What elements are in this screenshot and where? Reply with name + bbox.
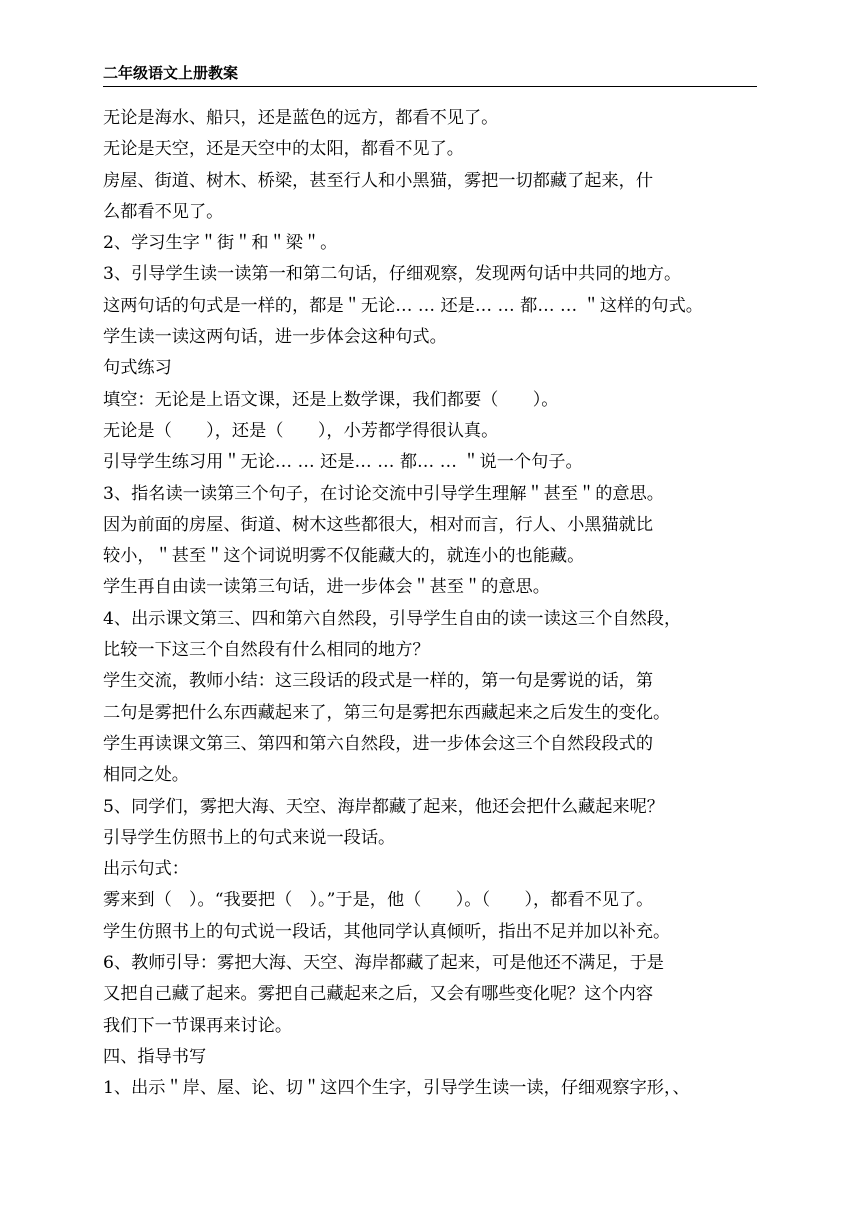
text-line: 这两句话的句式是一样的，都是＂无论… … 还是… … 都… … ＂这样的句式。 — [103, 295, 703, 316]
text-line: 又把自己藏了起来。雾把自己藏起来之后，又会有哪些变化呢？这个内容 — [103, 984, 654, 1005]
text-line: 二句是雾把什么东西藏起来了，第三句是雾把东西藏起来之后发生的变化。 — [103, 702, 671, 723]
text-line: 相同之处。 — [103, 765, 189, 786]
text-line: 3、引导学生读一读第一和第二句话，仔细观察，发现两句话中共同的地方。 — [103, 264, 682, 285]
text-line: 4、出示课文第三、四和第六自然段，引导学生自由的读一读这三个自然段， — [103, 608, 682, 629]
text-line: 学生仿照书上的句式说一段话，其他同学认真倾听，指出不足并加以补充。 — [103, 921, 671, 942]
text-line: 出示句式： — [103, 859, 189, 880]
text-line: 填空：无论是上语文课，还是上数学课，我们都要（ ）。 — [103, 389, 559, 410]
text-line: 雾来到（ ）。“我要把（ ）。”于是，他（ ）。（ ），都看不见了。 — [103, 890, 654, 911]
text-line: 6、教师引导：雾把大海、天空、海岸都藏了起来，可是他还不满足，于是 — [103, 953, 664, 974]
text-line: 5、同学们，雾把大海、天空、海岸都藏了起来，他还会把什么藏起来呢？ — [103, 796, 664, 817]
text-line: 学生交流，教师小结：这三段话的段式是一样的，第一句是雾说的话，第 — [103, 671, 654, 692]
section-heading: 句式练习 — [103, 358, 172, 379]
text-line: 引导学生仿照书上的句式来说一段话。 — [103, 827, 396, 848]
text-line: 无论是海水、船只，还是蓝色的远方，都看不见了。 — [103, 108, 499, 128]
text-line: 因为前面的房屋、街道、树木这些都很大，相对而言，行人、小黑猫就比 — [103, 514, 654, 535]
page-header — [103, 62, 757, 87]
text-line: 引导学生练习用＂无论… … 还是… … 都… … ＂说一个句子。 — [103, 452, 583, 473]
text-line: 学生再读课文第三、第四和第六自然段，进一步体会这三个自然段段式的 — [103, 733, 654, 754]
document-body — [103, 103, 763, 1105]
text-line: 学生读一读这两句话，进一步体会这种句式。 — [103, 327, 447, 348]
text-line: 无论是（ ），还是（ ），小芳都学得很认真。 — [103, 420, 499, 441]
section-heading: 四、指导书写 — [103, 1046, 207, 1067]
text-line: 房屋、街道、树木、桥梁，甚至行人和小黑猫，雾把一切都藏了起来，什 — [103, 170, 654, 191]
text-line: 我们下一节课再来讨论。 — [103, 1015, 293, 1036]
text-line: 3、指名读一读第三个句子，在讨论交流中引导学生理解＂甚至＂的意思。 — [103, 483, 664, 504]
text-line: 学生再自由读一读第三句话，进一步体会＂甚至＂的意思。 — [103, 577, 550, 598]
document-title: 二年级语文上册教案 — [103, 64, 239, 82]
text-line: 无论是天空，还是天空中的太阳，都看不见了。 — [103, 139, 464, 160]
text-line: 2、学习生字＂街＂和＂梁＂。 — [103, 233, 338, 254]
text-line: 么都看不见了。 — [103, 201, 224, 222]
text-line: 1、出示＂岸、屋、论、切＂这四个生字，引导学生读一读，仔细观察字形，、 — [103, 1078, 690, 1099]
text-line: 较小，＂甚至＂这个词说明雾不仅能藏大的，就连小的也能藏。 — [103, 546, 585, 567]
text-line: 比较一下这三个自然段有什么相同的地方？ — [103, 640, 430, 661]
